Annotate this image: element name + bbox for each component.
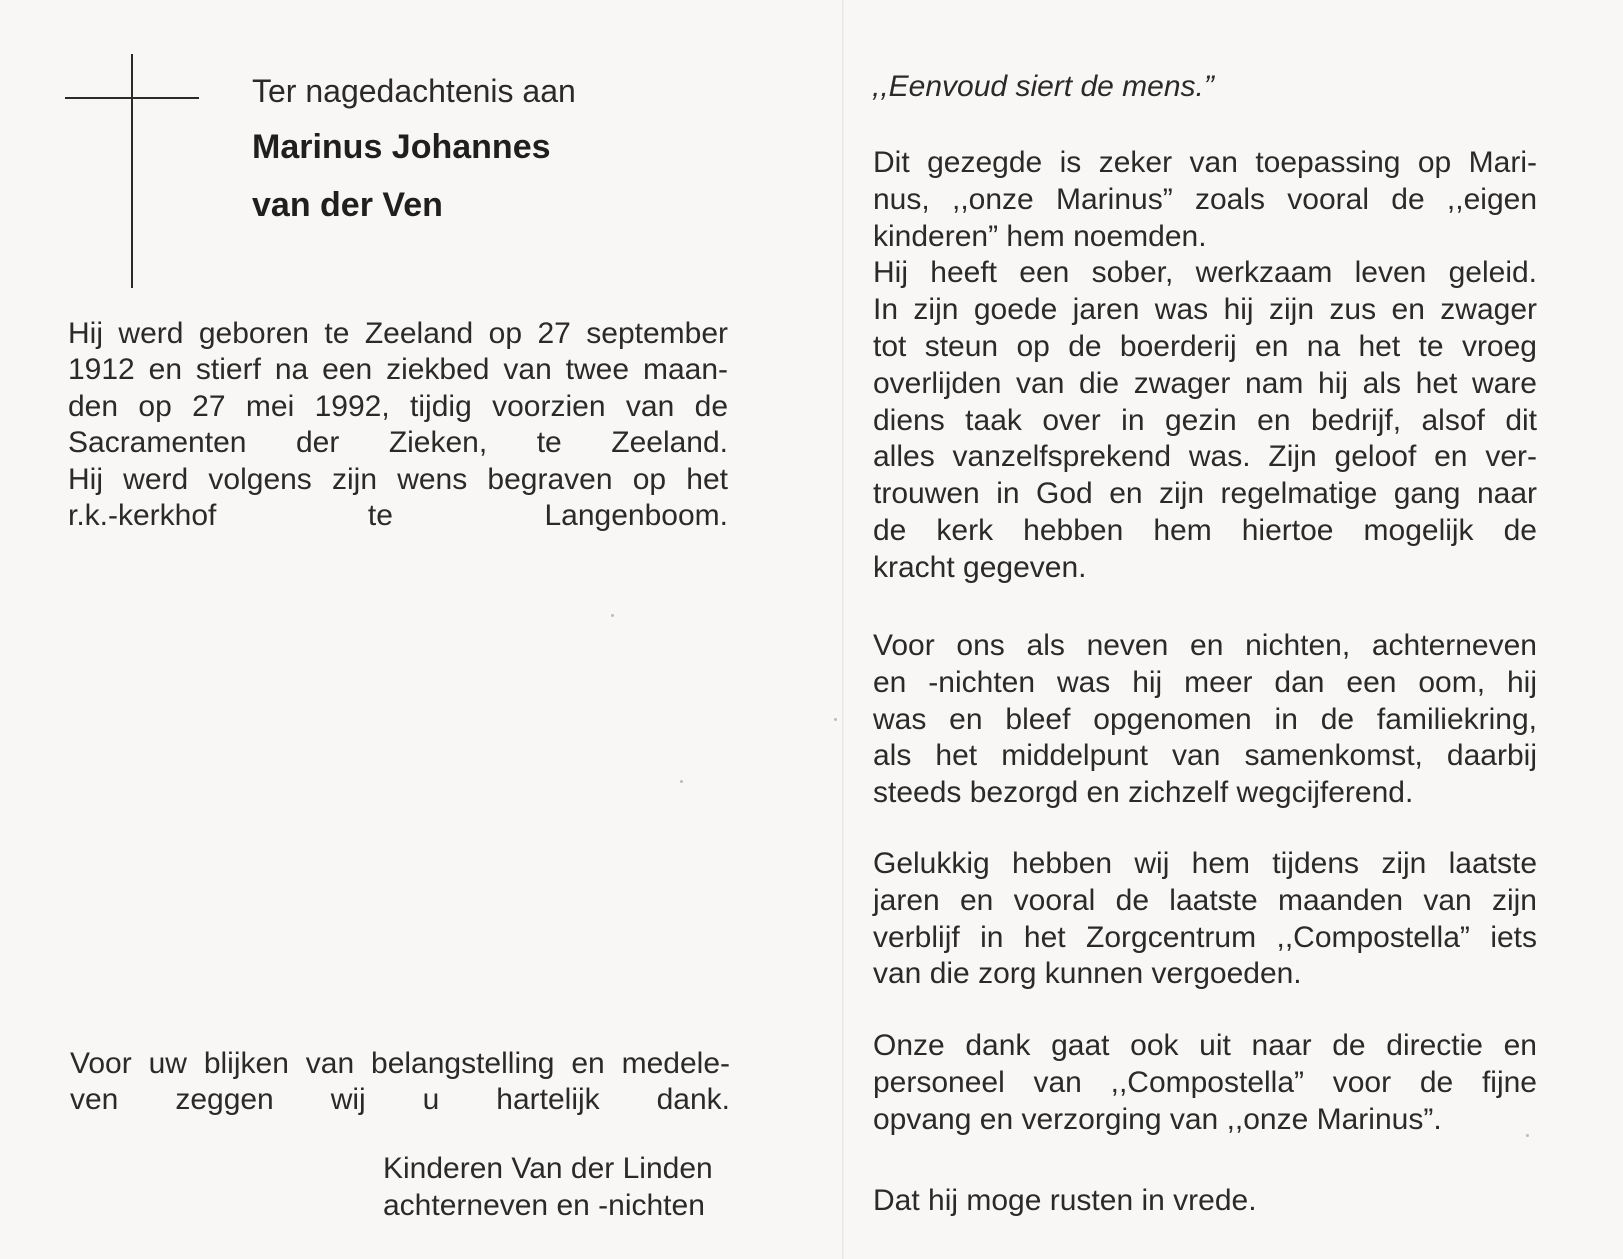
tribute-line: Dit gezegde is zeker van toepassing op Mari-	[873, 146, 1537, 179]
tribute-paragraph-3	[873, 846, 1537, 993]
tribute-line: Gelukkig hebben wij hem tijdens zijn laatste	[873, 847, 1537, 880]
tribute-line: In zijn goede jaren was hij zijn zus en zwager	[873, 293, 1537, 327]
tribute-paragraph-4	[873, 1028, 1537, 1138]
tribute-line: Onze dank gaat ook uit naar de directie en	[873, 1029, 1537, 1062]
tribute-line: van die zorg kunnen vergoeden.	[873, 957, 1302, 991]
signature-line: Kinderen Van der Linden	[383, 1152, 713, 1185]
biography-paragraph	[68, 316, 728, 534]
bio-line: Sacramenten der Zieken, te Zeeland.	[68, 426, 728, 460]
thanks-paragraph	[70, 1046, 730, 1119]
tribute-line: opvang en verzorging van ,,onze Marinus”.	[873, 1102, 1442, 1136]
quote-heading: ,,Eenvoud siert de mens.”	[872, 70, 1214, 103]
tribute-line: Voor ons als neven en nichten, achterneven	[873, 629, 1537, 662]
tribute-line: nus, ,,onze Marinus” zoals vooral de ,,eigen	[873, 182, 1537, 216]
tribute-line: Dat hij moge rusten in vrede.	[873, 1184, 1257, 1217]
deceased-name-line1: Marinus Johannes	[252, 128, 551, 166]
tribute-line: tot steun op de boerderij en na het te vroeg	[873, 329, 1537, 363]
cross-horizontal-bar	[65, 97, 199, 99]
tribute-line: jaren en vooral de laatste maanden van zijn	[873, 883, 1537, 917]
paper-speck	[834, 718, 837, 721]
tribute-line: steeds bezorgd en zichzelf wegcijferend.	[873, 776, 1414, 810]
tribute-line: kinderen” hem noemden.	[873, 219, 1207, 253]
bio-line: 1912 en stierf na een ziekbed van twee maan-	[68, 353, 728, 387]
tribute-line: trouwen in God en zijn regelmatige gang naar	[873, 477, 1537, 511]
paper-speck	[680, 780, 683, 783]
tribute-line: personeel van ,,Compostella” voor de fijne	[873, 1065, 1537, 1099]
bio-line: Hij werd geboren te Zeeland op 27 september	[68, 317, 728, 350]
signature-block	[383, 1150, 713, 1224]
bio-line: den op 27 mei 1992, tijdig voorzien van de	[68, 389, 728, 423]
tribute-line: was en bleef opgenomen in de familiekring,	[873, 702, 1537, 736]
closing-line	[873, 1183, 1537, 1220]
tribute-line: alles vanzelfsprekend was. Zijn geloof en ver-	[873, 440, 1537, 474]
tribute-line: diens taak over in gezin en bedrijf, alsof dit	[873, 403, 1537, 437]
tribute-line: overlijden van die zwager nam hij als het ware	[873, 366, 1537, 400]
cross-vertical-bar	[131, 54, 133, 288]
tribute-paragraph-2	[873, 628, 1537, 812]
deceased-name-line2: van der Ven	[252, 186, 443, 224]
thanks-line: ven zeggen wij u hartelijk dank.	[70, 1083, 730, 1117]
tribute-line: als het middelpunt van samenkomst, daarbij	[873, 739, 1537, 773]
tribute-paragraph-1	[873, 145, 1537, 587]
tribute-line: de kerk hebben hem hiertoe mogelijk de	[873, 513, 1537, 547]
paper-speck	[611, 614, 614, 617]
signature-line: achterneven en -nichten	[383, 1189, 705, 1222]
paper-speck	[1526, 1134, 1529, 1137]
bio-line: r.k.-kerkhof te Langenboom.	[68, 499, 728, 533]
tribute-line: kracht gegeven.	[873, 550, 1087, 584]
tribute-line: Hij heeft een sober, werkzaam leven geleid.	[873, 256, 1537, 290]
tribute-line: en -nichten was hij meer dan een oom, hij	[873, 665, 1537, 699]
card-fold	[842, 0, 844, 1259]
tribute-line: verblijf in het Zorgcentrum ,,Compostella” iets	[873, 920, 1537, 954]
intro-text: Ter nagedachtenis aan	[252, 73, 576, 109]
thanks-line: Voor uw blijken van belangstelling en medele-	[70, 1047, 730, 1080]
bio-line: Hij werd volgens zijn wens begraven op het	[68, 462, 728, 496]
